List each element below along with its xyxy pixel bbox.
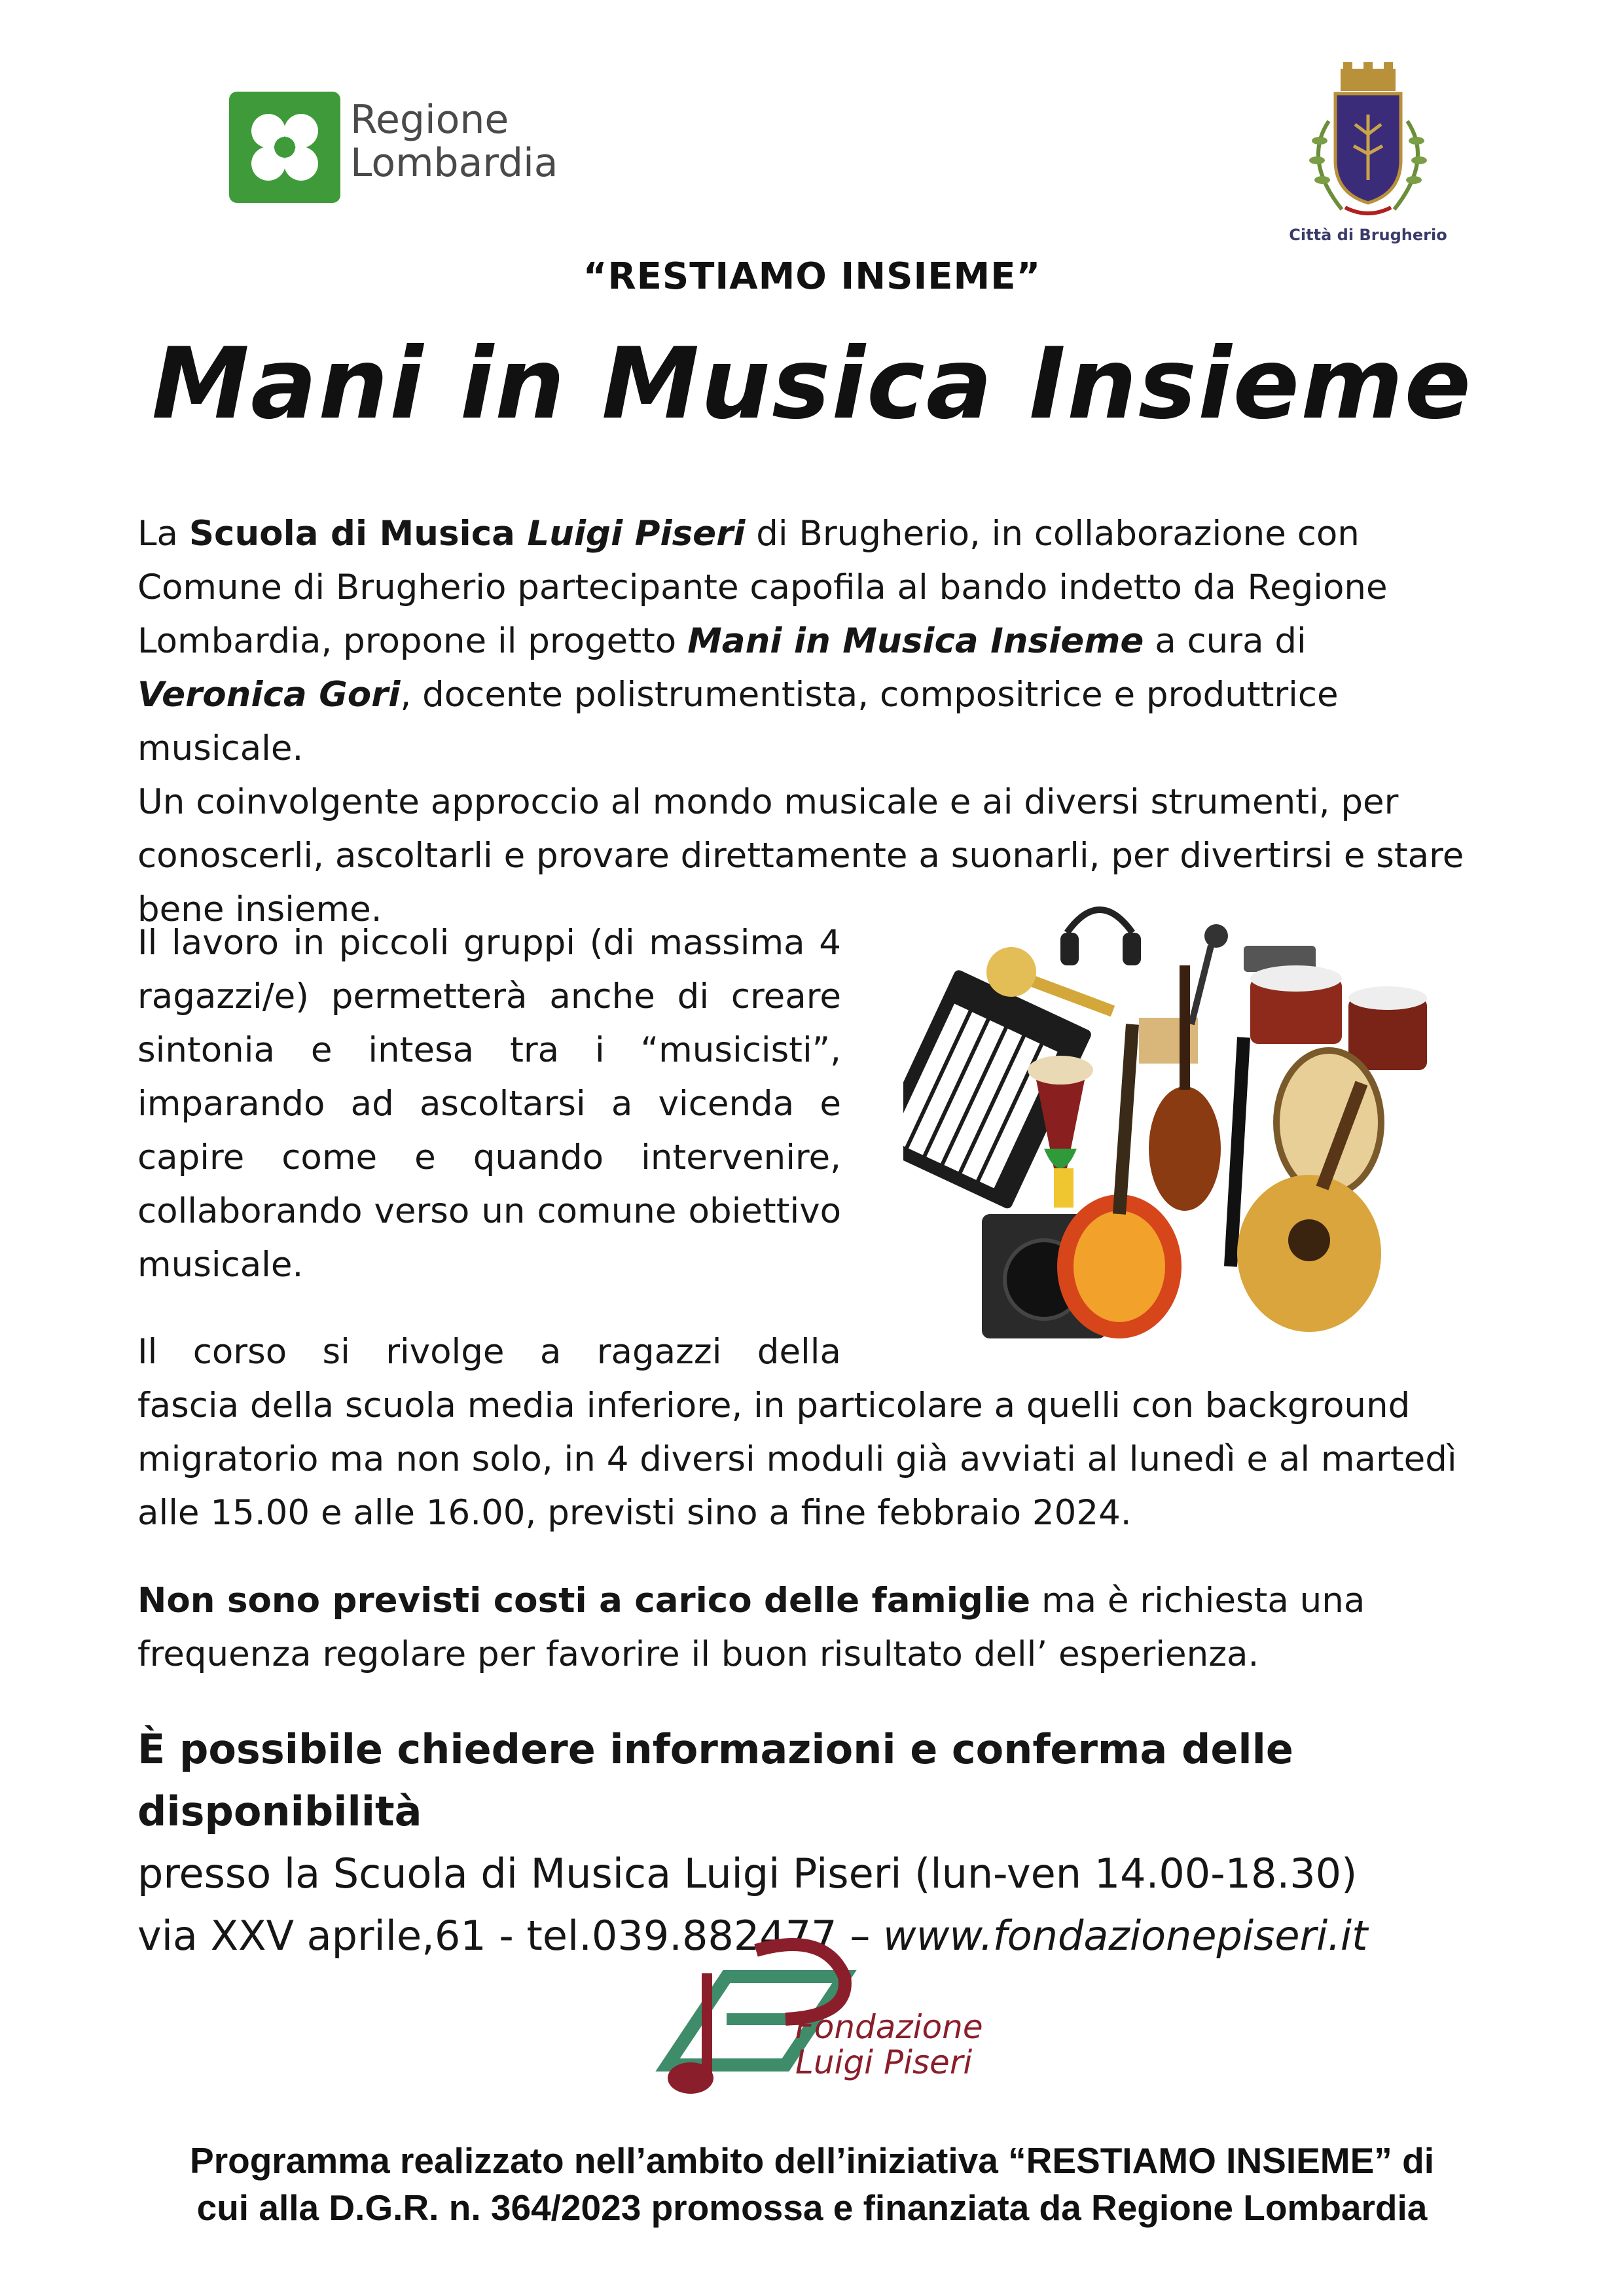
- campaign-kicker: “RESTIAMO INSIEME”: [583, 255, 1041, 298]
- intro-school-name-italic: Luigi Piseri: [527, 514, 746, 554]
- website-link[interactable]: www.fondazionepiseri.it: [883, 1912, 1368, 1960]
- regione-lombardia-logo-icon: [229, 92, 340, 203]
- intro-teacher-name: Veronica Gori: [137, 675, 401, 715]
- intro-project-name: Mani in Musica Insieme: [687, 621, 1144, 661]
- regione-lombardia-logo-text: [350, 98, 558, 185]
- page-title: Mani in Musica Insieme: [151, 327, 1473, 441]
- region-logo-line1: Regione: [350, 97, 509, 143]
- no-costs-notice: Non sono previsti costi a carico delle famiglie: [137, 1581, 1031, 1621]
- intro-text: La: [137, 514, 189, 554]
- intro-description: Un coinvolgente approccio al mondo musicale e ai diversi strumenti, per conoscerli, ascoltarli e provare direttamente a suonarli, per divertirsi e stare bene insieme.: [137, 782, 1464, 929]
- costs-paragraph: [137, 1574, 1486, 1681]
- intro-text: , docente polistrumentista, compositrice e produttrice musicale.: [137, 675, 1339, 768]
- course-paragraph: fascia della scuola media inferiore, in particolare a quelli con background migratorio ma non solo, in 4 diversi moduli già avviati al lunedì e al martedì alle 15.00 e alle 16.00, previsti sino a fine febbraio 2024.: [137, 1386, 1457, 1533]
- course-paragraph-first-line: Il corso si rivolge a ragazzi della: [137, 1332, 841, 1372]
- contact-block: [137, 1718, 1486, 1967]
- footer-line1: Programma realizzato nell’ambito dell’iniziativa “RESTIAMO INSIEME” di: [190, 2140, 1434, 2181]
- footer-note: [0, 2137, 1624, 2231]
- intro-text: a cura di: [1144, 621, 1307, 661]
- intro-school-name: Scuola di Musica: [189, 514, 528, 554]
- intro-text: di Brugherio, in collaborazione con Comune di Brugherio partecipante capofila al bando indetto da Regione Lombardia, propone il progetto: [137, 514, 1388, 661]
- contact-heading: È possibile chiedere informazioni e conferma delle disponibilità: [137, 1725, 1293, 1835]
- footer-line2: cui alla D.G.R. n. 364/2023 promossa e finanziata da Regione Lombardia: [196, 2187, 1428, 2228]
- contact-location: presso la Scuola di Musica Luigi Piseri (lun-ven 14.00-18.30): [137, 1850, 1358, 1897]
- intro-paragraph: [137, 507, 1486, 937]
- foundation-logo-line2: Luigi Piseri: [795, 2043, 973, 2081]
- foundation-logo-line1: Fondazione: [795, 2008, 983, 2046]
- region-logo-line2: Lombardia: [350, 140, 558, 186]
- fondazione-piseri-logo-text: [795, 2009, 983, 2080]
- contact-address-phone: via XXV aprile,61 - tel.039.882477 –: [137, 1912, 884, 1960]
- musical-instruments-image: [903, 874, 1460, 1358]
- city-caption: Città di Brugherio: [1289, 226, 1447, 244]
- brugherio-crest-icon: [1283, 62, 1453, 232]
- costs-text: ma è richiesta una frequenza regolare per favorire il buon risultato dell’ esperienza.: [137, 1581, 1365, 1674]
- groups-paragraph: Il lavoro in piccoli gruppi (di massima 4 ragazzi/e) permetterà anche di creare sintonia e intesa tra i “musicisti”, imparando ad ascoltarsi a vicenda e capire come e quando intervenire, collaborando verso un comune obiettivo musicale.: [137, 923, 841, 1285]
